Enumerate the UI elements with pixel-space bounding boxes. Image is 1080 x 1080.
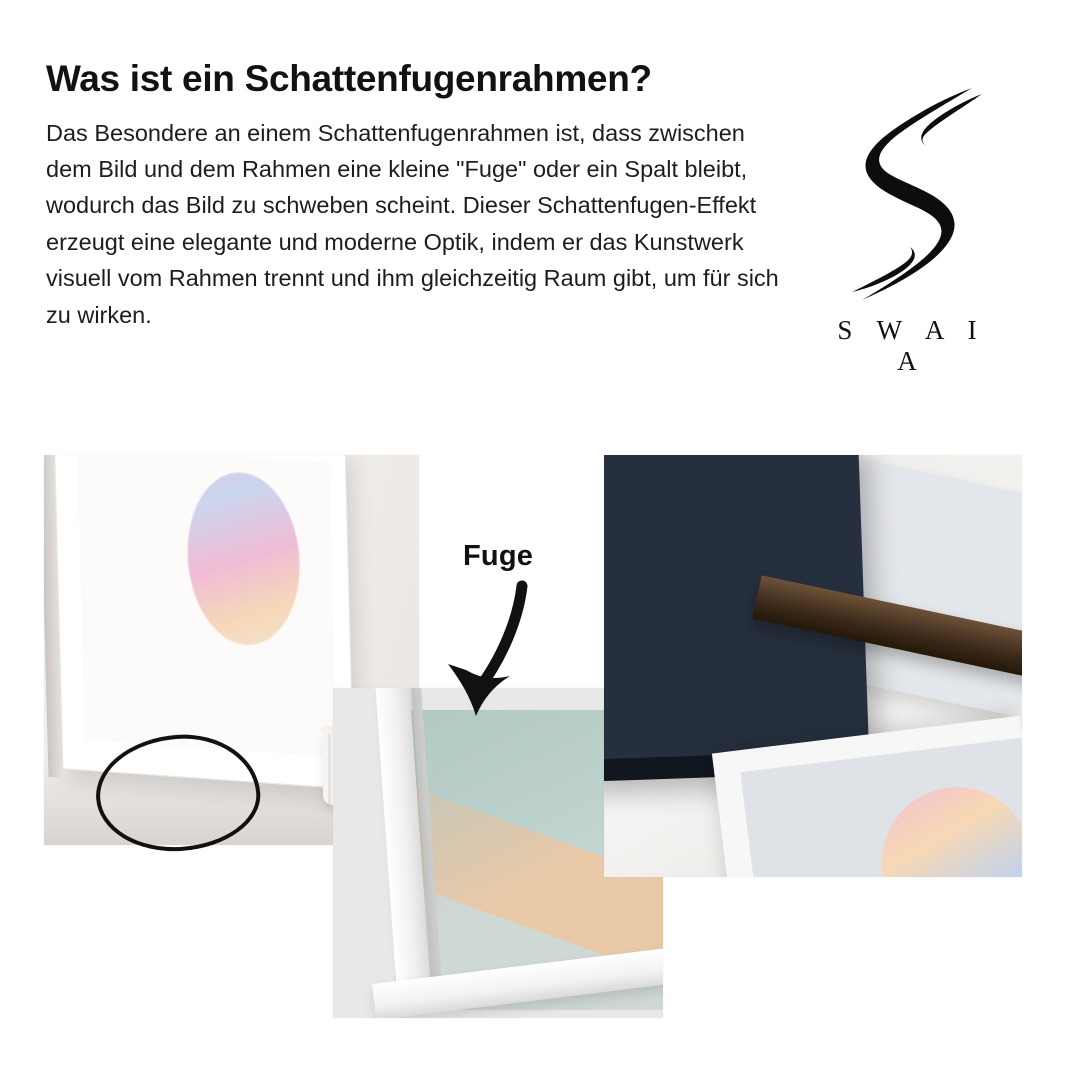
intro-paragraph: Das Besondere an einem Schattenfugenrahmen ist, dass zwischen dem Bild und dem Rahmen eine kleine "Fuge" oder ein Spalt bleibt, wodurch das Bild zu schweben scheint. Dieser Schattenfugen-Effekt erzeugt eine elegante und moderne Optik, indem er das Kunstwerk visuell vom Rahmen trennt und ihm gleichzeitig Raum gibt, um für sich zu wirken.	[46, 119, 779, 328]
brand-logo	[812, 78, 1002, 377]
fuge-annotation-label: Fuge	[463, 540, 534, 572]
intro-section	[46, 58, 806, 333]
photo1-print-mat	[77, 455, 337, 757]
photo-collage	[0, 440, 1080, 1040]
photo1-gradient-artwork	[185, 469, 301, 649]
swaia-s-monogram-icon	[822, 78, 992, 313]
photo-dark-and-wood-frames	[604, 455, 1022, 877]
page-title: Was ist ein Schattenfugenrahmen?	[46, 58, 652, 99]
curved-arrow-down-icon	[418, 580, 538, 725]
brand-wordmark: S W A I A	[837, 315, 986, 376]
